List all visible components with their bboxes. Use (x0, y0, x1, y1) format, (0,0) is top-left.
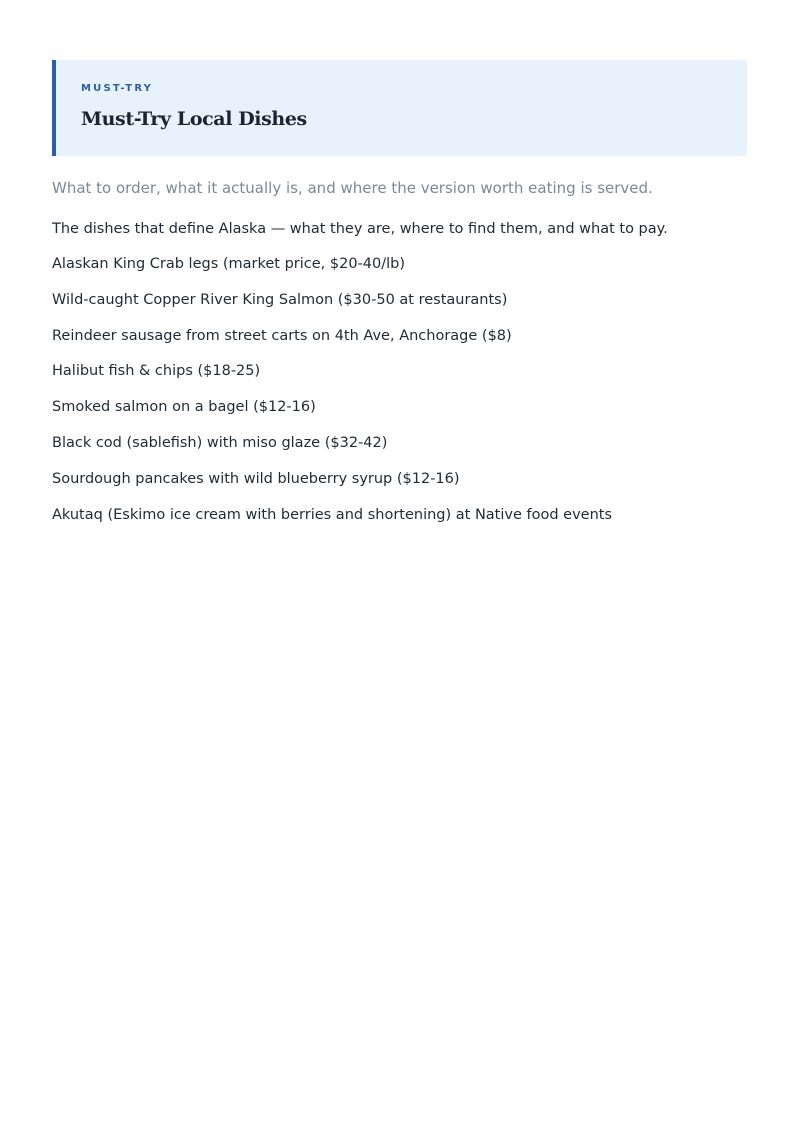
dish-item-king-crab: Alaskan King Crab legs (market price, $20-40/lb) (52, 256, 406, 272)
dish-item-king-salmon: Wild-caught Copper River King Salmon ($30-50 at restaurants) (52, 291, 508, 308)
dish-item-black-cod: Black cod (sablefish) with miso glaze ($32-42) (52, 434, 388, 451)
dish-list (52, 254, 612, 540)
dish-item-sourdough-pancakes: Sourdough pancakes with wild blueberry syrup ($12-16) (52, 470, 460, 487)
section-kicker: MUST-TRY (81, 83, 154, 94)
section-subtitle: What to order, what it actually is, and where the version worth eating is served. (52, 179, 653, 197)
dish-item-reindeer-sausage: Reindeer sausage from street carts on 4th Ave, Anchorage ($8) (52, 327, 512, 344)
dish-item-smoked-salmon: Smoked salmon on a bagel ($12-16) (52, 399, 316, 416)
dish-item-akutaq: Akutaq (Eskimo ice cream with berries and shortening) at Native food events (52, 506, 613, 523)
section-header (52, 60, 747, 156)
page-title: Must-Try Local Dishes (81, 108, 307, 130)
intro-paragraph: The dishes that define Alaska — what they are, where to find them, and what to pay. (52, 221, 668, 237)
dish-item-halibut: Halibut fish & chips ($18-25) (52, 363, 261, 380)
